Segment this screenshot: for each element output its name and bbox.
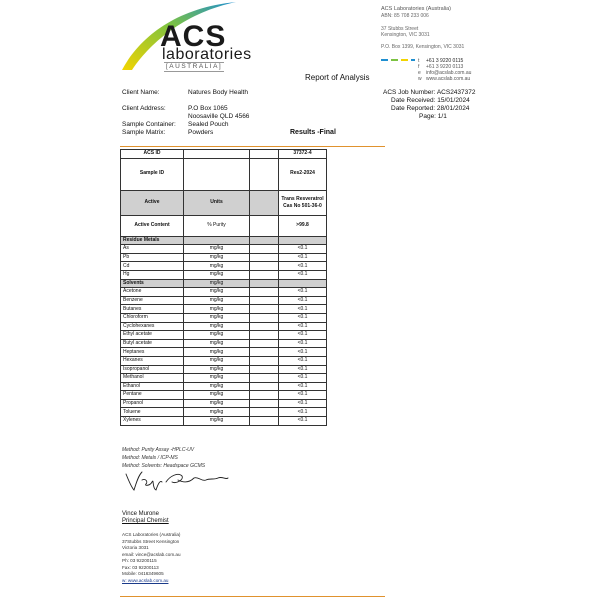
analyte-value: <0.1 <box>279 322 327 331</box>
residue-metals-header: Residue Metals <box>121 236 184 245</box>
client-address-line-1: P.O Box 1065 <box>188 105 228 112</box>
empty-cell <box>250 322 279 331</box>
empty-cell <box>250 399 279 408</box>
active-content-label: Active Content <box>121 215 184 236</box>
client-name: Natures Body Health <box>188 89 248 96</box>
company-fax: +61 3 9220 0113 <box>426 64 464 70</box>
empty-cell <box>250 356 279 365</box>
analyte-name: Butyl acetate <box>121 339 184 348</box>
analyte-units: mg/kg <box>184 382 250 391</box>
analyte-value: <0.1 <box>279 253 327 262</box>
analyte-name: Propanol <box>121 399 184 408</box>
table-row <box>121 270 327 279</box>
acs-id-value: 37372-4 <box>279 150 327 159</box>
method-line: Method: Metals / ICP-MS <box>122 455 178 461</box>
empty-cell <box>250 408 279 417</box>
residue-rows <box>121 245 327 279</box>
analyte-name: Hexanes <box>121 356 184 365</box>
analyte-value: <0.1 <box>279 382 327 391</box>
empty-cell <box>250 382 279 391</box>
date-reported: Date Reported: 28/01/2024 <box>391 105 470 112</box>
company-po-box: P.O. Box 1399, Kensington, VIC 3031 <box>381 44 465 50</box>
empty-cell <box>250 288 279 297</box>
phone-label: t <box>418 58 420 64</box>
table-row <box>121 322 327 331</box>
client-address-line-2: Noosaville QLD 4566 <box>188 113 250 120</box>
table-row <box>121 331 327 340</box>
analyte-name: Benzene <box>121 296 184 305</box>
active-label: Active <box>121 190 184 215</box>
analyte-value: <0.1 <box>279 356 327 365</box>
analyte-units: mg/kg <box>184 296 250 305</box>
analyte-units: mg/kg <box>184 348 250 357</box>
solvents-header: Solvents <box>121 279 184 288</box>
analyte-name: Butanes <box>121 305 184 314</box>
analyte-units: mg/kg <box>184 408 250 417</box>
table-row <box>121 365 327 374</box>
analyte-units: mg/kg <box>184 356 250 365</box>
company-web[interactable]: www.acslab.com.au <box>426 76 471 82</box>
email-label: e <box>418 70 421 76</box>
method-line: Method: Purity Assay -HPLC-UV <box>122 447 195 453</box>
analyte-name: Hg <box>121 270 184 279</box>
footer-line: email: vince@acslab.com.au <box>122 551 181 557</box>
table-row <box>121 296 327 305</box>
footer-line: Ph: 03 92200115 <box>122 558 157 563</box>
analyte-value: <0.1 <box>279 365 327 374</box>
empty-cell <box>250 262 279 271</box>
footer-line: ACS Laboratories (Australia) <box>122 532 181 537</box>
sample-id-value: Res2-2024 <box>279 158 327 190</box>
sample-id-label: Sample ID <box>121 158 184 190</box>
empty-cell <box>250 417 279 426</box>
analyte-value: <0.1 <box>279 305 327 314</box>
table-row <box>121 408 327 417</box>
analyte-units: mg/kg <box>184 262 250 271</box>
empty-cell <box>250 253 279 262</box>
footer-line: Victoria 3031 <box>122 545 149 550</box>
analyte-units: mg/kg <box>184 331 250 340</box>
analyte-value: <0.1 <box>279 339 327 348</box>
table-row <box>121 339 327 348</box>
empty-cell <box>250 296 279 305</box>
table-row <box>121 348 327 357</box>
analyte-units: mg/kg <box>184 253 250 262</box>
analyte-name: As <box>121 245 184 254</box>
analyte-units: mg/kg <box>184 417 250 426</box>
report-title: Report of Analysis <box>305 73 370 82</box>
footer-web-link[interactable]: w: www.acslab.com.au <box>122 577 169 583</box>
table-row <box>121 262 327 271</box>
table-row <box>121 253 327 262</box>
client-address-label: Client Address: <box>122 105 166 112</box>
empty-cell <box>250 339 279 348</box>
header-divider <box>120 146 385 147</box>
analyte-units: mg/kg <box>184 374 250 383</box>
analyte-name: Xylenes <box>121 417 184 426</box>
empty-cell <box>250 245 279 254</box>
analyte-units: mg/kg <box>184 313 250 322</box>
brand-bar-blue <box>381 59 388 61</box>
table-row <box>121 399 327 408</box>
results-table <box>120 149 327 426</box>
analyte-value: <0.1 <box>279 262 327 271</box>
brand-bar-blue-small <box>411 59 415 61</box>
analyte-value: <0.1 <box>279 288 327 297</box>
solvents-header-units: mg/kg <box>184 279 250 288</box>
client-name-label: Client Name: <box>122 89 160 96</box>
footer-line: Mobile: 0416349605 <box>122 571 164 576</box>
analyte-value: <0.1 <box>279 270 327 279</box>
empty-cell <box>250 391 279 400</box>
analyte-name: Toluene <box>121 408 184 417</box>
active-name-line-2: Cas No 501-36-0 <box>283 202 322 209</box>
analyte-value: <0.1 <box>279 348 327 357</box>
table-row <box>121 417 327 426</box>
sample-container: Sealed Pouch <box>188 121 229 128</box>
empty-cell <box>250 348 279 357</box>
footer-contact <box>122 532 181 584</box>
analyte-name: Acetone <box>121 288 184 297</box>
analyte-name: Chloroform <box>121 313 184 322</box>
footer-line: 37Stubbs Street Kensington <box>122 538 180 544</box>
solvent-rows <box>121 288 327 426</box>
analyte-units: mg/kg <box>184 305 250 314</box>
empty-cell <box>250 305 279 314</box>
results-heading: Results -Final <box>290 129 336 136</box>
brand-bar-yellow <box>401 59 408 61</box>
active-name <box>279 190 327 215</box>
analyte-name: Ethyl acetate <box>121 331 184 340</box>
table-row <box>121 391 327 400</box>
sample-container-label: Sample Container: <box>122 121 176 128</box>
analyte-units: mg/kg <box>184 365 250 374</box>
table-row <box>121 288 327 297</box>
signature-image <box>122 466 232 494</box>
footer-divider <box>120 596 385 597</box>
date-received: Date Received: 15/01/2024 <box>391 97 470 104</box>
analyte-value: <0.1 <box>279 331 327 340</box>
sample-matrix: Powders <box>188 129 214 136</box>
logo-region-text: [AUSTRALIA] <box>166 63 223 70</box>
analyte-units: mg/kg <box>184 339 250 348</box>
active-content-value: >99.8 <box>279 215 327 236</box>
empty-cell <box>250 313 279 322</box>
page-number: Page: 1/1 <box>419 113 447 120</box>
signatory-name: Vince Murone <box>122 511 159 517</box>
analyte-units: mg/kg <box>184 288 250 297</box>
active-name-line-1: Trans Resveratrol <box>281 195 324 202</box>
company-suburb: Kensington, VIC 3031 <box>381 32 430 38</box>
table-row <box>121 245 327 254</box>
company-name: ACS Laboratories (Australia) <box>381 6 452 12</box>
analyte-value: <0.1 <box>279 374 327 383</box>
logo-laboratories-text: laboratories <box>162 46 252 63</box>
analyte-name: Ethanol <box>121 382 184 391</box>
analyte-value: <0.1 <box>279 313 327 322</box>
analyte-value: <0.1 <box>279 391 327 400</box>
empty-cell <box>250 270 279 279</box>
analyte-units: mg/kg <box>184 245 250 254</box>
empty-cell <box>250 374 279 383</box>
logo-acs-text: ACS <box>160 20 227 53</box>
analyte-name: Heptanes <box>121 348 184 357</box>
footer-line: Fax: 03 92200113 <box>122 564 159 570</box>
analyte-value: <0.1 <box>279 408 327 417</box>
active-content-units: % Purity <box>184 215 250 236</box>
sample-matrix-label: Sample Matrix: <box>122 129 166 136</box>
brand-bar-green <box>391 59 398 61</box>
table-row <box>121 382 327 391</box>
table-row <box>121 305 327 314</box>
analyte-name: Pb <box>121 253 184 262</box>
analyte-name: Isopropanol <box>121 365 184 374</box>
table-row <box>121 313 327 322</box>
job-number: ACS Job Number: ACS2437372 <box>383 89 476 96</box>
analyte-name: Pentane <box>121 391 184 400</box>
analyte-units: mg/kg <box>184 322 250 331</box>
analyte-name: Cd <box>121 262 184 271</box>
table-row <box>121 374 327 383</box>
analyte-value: <0.1 <box>279 417 327 426</box>
analyte-value: <0.1 <box>279 245 327 254</box>
method-line: Method: Solvents: Headspace GCMS <box>122 463 206 469</box>
company-phone: +61 3 9220 0115 <box>426 58 464 64</box>
analyte-value: <0.1 <box>279 296 327 305</box>
web-label: w <box>418 76 422 82</box>
company-street: 37 Stubbs Street <box>381 26 419 32</box>
company-email[interactable]: info@acslab.com.au <box>426 70 472 76</box>
fax-label: f <box>418 64 420 70</box>
analyte-name: Methanol <box>121 374 184 383</box>
analyte-units: mg/kg <box>184 270 250 279</box>
analyte-units: mg/kg <box>184 399 250 408</box>
analyte-value: <0.1 <box>279 399 327 408</box>
empty-cell <box>250 365 279 374</box>
analyte-name: Cyclohexanes <box>121 322 184 331</box>
units-label: Units <box>184 190 250 215</box>
table-row <box>121 356 327 365</box>
company-abn: ABN: 85 708 233 006 <box>381 13 429 19</box>
analyte-units: mg/kg <box>184 391 250 400</box>
signatory-title: Principal Chemist <box>122 518 169 524</box>
acs-id-label: ACS ID <box>121 150 184 159</box>
empty-cell <box>250 331 279 340</box>
